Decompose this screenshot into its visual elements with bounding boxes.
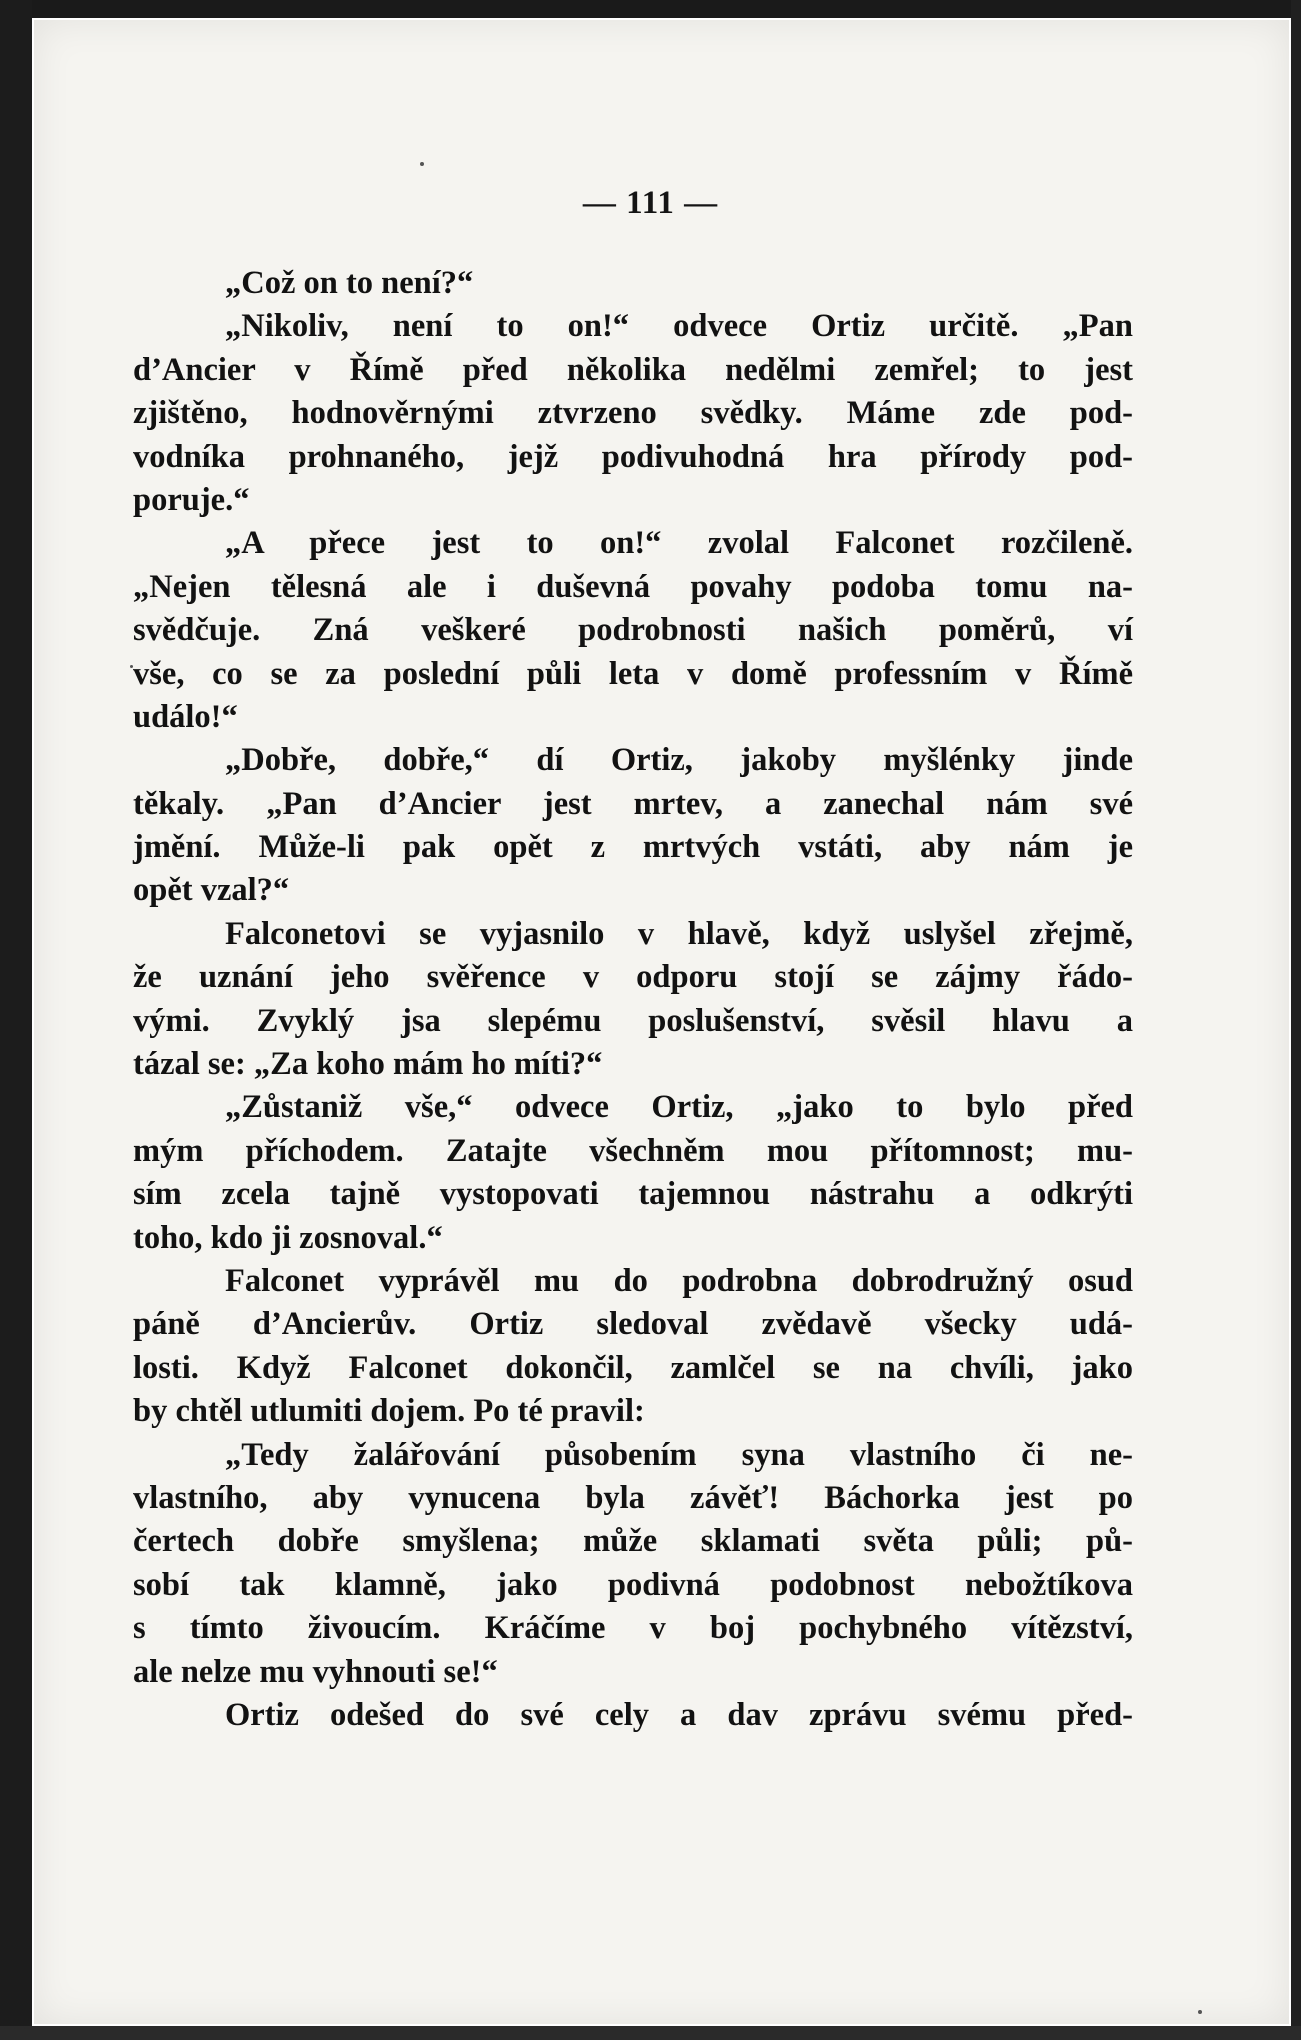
text-line: těkaly. „Pan d’Ancier jest mrtev, a zanechal nám své bbox=[133, 785, 1133, 822]
text-line: toho, kdo ji zosnoval.“ bbox=[133, 1219, 443, 1256]
text-line: „Tedy žalářování působením syna vlastního či ne- bbox=[225, 1436, 1133, 1473]
text-line: vše, co se za poslední půli leta v domě professním v Římě bbox=[133, 655, 1133, 692]
text-line: poruje.“ bbox=[133, 481, 250, 518]
scan-edge-top bbox=[0, 0, 1301, 18]
scan-edge-right bbox=[1291, 0, 1301, 2040]
text-line: Falconetovi se vyjasnilo v hlavě, když uslyšel zřejmě, bbox=[225, 915, 1133, 952]
text-line: „A přece jest to on!“ zvolal Falconet rozčileně. bbox=[225, 525, 1133, 562]
scan-edge-bottom bbox=[0, 2026, 1301, 2040]
text-line: ale nelze mu vyhnouti se!“ bbox=[133, 1653, 498, 1690]
text-line: Falconet vyprávěl mu do podrobna dobrodružný osud bbox=[225, 1262, 1133, 1299]
text-line: s tímto živoucím. Kráčíme v boj pochybného vítězství, bbox=[133, 1610, 1133, 1647]
page-number: — 111 — bbox=[582, 185, 719, 221]
body-text bbox=[133, 262, 1133, 1737]
text-line: opět vzal?“ bbox=[133, 872, 290, 909]
text-line: zjištěno, hodnověrnými ztvrzeno svědky. Máme zde pod- bbox=[133, 395, 1133, 432]
paper-speck bbox=[1198, 2010, 1202, 2014]
text-line: by chtěl utlumiti dojem. Po té pravil: bbox=[133, 1393, 645, 1430]
text-line: svědčuje. Zná veškeré podrobnosti našich poměrů, ví bbox=[133, 612, 1133, 649]
text-line: Ortiz odešed do své cely a dav zprávu svému před- bbox=[225, 1696, 1133, 1733]
text-line: vými. Zvyklý jsa slepému poslušenství, svěsil hlavu a bbox=[133, 1002, 1133, 1039]
text-line: „Dobře, dobře,“ dí Ortiz, jakoby myšlénky jinde bbox=[225, 742, 1133, 779]
text-line: „Což on to není?“ bbox=[225, 265, 474, 301]
text-line: že uznání jeho svěřence v odporu stojí se zájmy řádo- bbox=[133, 959, 1133, 996]
text-line: sobí tak klamně, jako podivná podobnost nebožtíkova bbox=[133, 1566, 1133, 1603]
text-line: páně d’Ancierův. Ortiz sledoval zvědavě všecky udá- bbox=[133, 1306, 1133, 1343]
text-line: sím zcela tajně vystopovati tajemnou nástrahu a odkrýti bbox=[133, 1176, 1133, 1213]
text-line: „Nejen tělesná ale i duševná povahy podoba tomu na- bbox=[133, 568, 1133, 605]
text-line: jmění. Může-li pak opět z mrtvých vstáti, aby nám je bbox=[133, 829, 1133, 866]
scan-edge-left bbox=[0, 0, 32, 2040]
text-line: „Zůstaniž vše,“ odvece Ortiz, „jako to bylo před bbox=[225, 1089, 1133, 1126]
text-line: čertech dobře smyšlena; může sklamati světa půli; pů- bbox=[133, 1523, 1133, 1560]
text-line: událo!“ bbox=[133, 698, 238, 735]
text-line: mým příchodem. Zatajte všechněm mou přítomnost; mu- bbox=[133, 1132, 1133, 1169]
text-line: vodníka prohnaného, jejž podivuhodná hra přírody pod- bbox=[133, 438, 1133, 475]
text-line: tázal se: „Za koho mám ho míti?“ bbox=[133, 1046, 603, 1083]
text-line: „Nikoliv, není to on!“ odvece Ortiz určitě. „Pan bbox=[225, 308, 1133, 345]
text-line: d’Ancier v Římě před několika nedělmi zemřel; to jest bbox=[133, 351, 1133, 388]
text-line: losti. Když Falconet dokončil, zamlčel se na chvíli, jako bbox=[133, 1349, 1133, 1386]
text-line: vlastního, aby vynucena byla závěť! Báchorka jest po bbox=[133, 1479, 1133, 1516]
paper-speck bbox=[420, 162, 424, 166]
